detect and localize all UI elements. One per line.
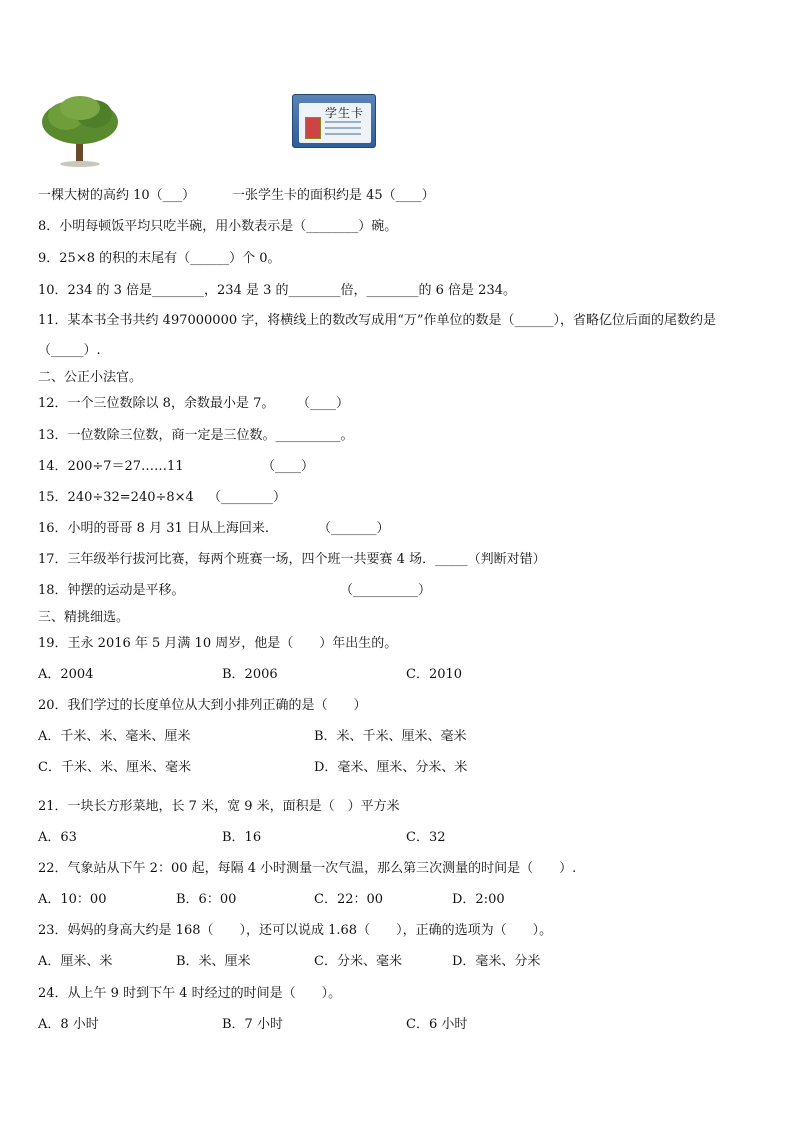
- question-16: 16．小明的哥哥 8 月 31 日从上海回来.: [38, 521, 270, 536]
- question-18: 18．钟摆的运动是平移。: [38, 583, 185, 598]
- card-face: [299, 103, 371, 143]
- card-area-question: 一张学生卡的面积约是 45（____）: [232, 188, 435, 203]
- q23-option-d: D．毫米、分米: [452, 954, 541, 969]
- student-card-picture: [292, 94, 376, 148]
- question-16-answer-blank: （_______）: [318, 521, 390, 536]
- question-15-answer-blank: （________）: [208, 490, 287, 505]
- q21-option-b: B．16: [222, 830, 262, 845]
- question-14: 14．200÷7＝27……11: [38, 459, 184, 474]
- tree-picture: [38, 94, 122, 168]
- card-text-line: [325, 127, 361, 129]
- tree-height-question: 一棵大树的高约 10（___）: [38, 188, 196, 203]
- q21-option-a: A．63: [38, 830, 77, 845]
- question-21: 21．一块长方形菜地，长 7 米，宽 9 米，面积是（ ）平方米: [38, 799, 400, 814]
- q19-option-b: B．2006: [222, 667, 278, 682]
- question-11: 11．某本书全书共约 497000000 字，将横线上的数改写成用“万”作单位的数是（______），省略亿位后面的尾数约是: [38, 313, 717, 328]
- section-3-heading: 三、精挑细选。: [38, 610, 130, 625]
- card-title: 学生卡: [325, 106, 365, 120]
- q23-option-c: C．分米、毫米: [314, 954, 402, 969]
- q20-option-d: D．毫米、厘米、分米、米: [314, 760, 468, 775]
- q23-option-b: B．米、厘米: [176, 954, 251, 969]
- q22-option-a: A．10：00: [38, 892, 107, 907]
- question-12: 12．一个三位数除以 8，余数最小是 7。: [38, 396, 275, 411]
- q20-option-b: B．米、千米、厘米、毫米: [314, 729, 467, 744]
- question-10: 10．234 的 3 倍是________，234 是 3 的________倍，________的 6 倍是 234。: [38, 283, 516, 298]
- q24-option-a: A．8 小时: [38, 1017, 99, 1032]
- q20-option-c: C．千米、米、厘米、毫米: [38, 760, 191, 775]
- q22-option-d: D．2:00: [452, 892, 505, 907]
- section-2-heading: 二、公正小法官。: [38, 370, 143, 385]
- q19-option-c: C．2010: [406, 667, 463, 682]
- question-19: 19．王永 2016 年 5 月满 10 周岁，他是（ ）年出生的。: [38, 636, 398, 651]
- question-17: 17．三年级举行拔河比赛，每两个班赛一场，四个班一共要赛 4 场．_____（判断对错）: [38, 552, 546, 567]
- card-text-line: [325, 133, 361, 135]
- q24-option-c: C．6 小时: [406, 1017, 468, 1032]
- question-18-answer-blank: （__________）: [340, 583, 432, 598]
- q21-option-c: C．32: [406, 830, 446, 845]
- question-11-continued: （_____）.: [38, 343, 101, 358]
- q19-option-a: A．2004: [38, 667, 94, 682]
- card-photo: [305, 117, 321, 139]
- q22-option-b: B．6：00: [176, 892, 237, 907]
- q24-option-b: B．7 小时: [222, 1017, 283, 1032]
- question-14-answer-blank: （____）: [262, 459, 315, 474]
- question-13: 13．一位数除三位数，商一定是三位数。__________。: [38, 428, 354, 443]
- question-24: 24．从上午 9 时到下午 4 时经过的时间是（ ）。: [38, 986, 342, 1001]
- card-text-line: [325, 121, 361, 123]
- question-8: 8．小明每顿饭平均只吃半碗，用小数表示是（________）碗。: [38, 219, 398, 234]
- q20-option-a: A．千米、米、毫米、厘米: [38, 729, 191, 744]
- question-22: 22．气象站从下午 2：00 起，每隔 4 小时测量一次气温，那么第三次测量的时间是（ ）.: [38, 861, 577, 876]
- question-15: 15．240÷32=240÷8×4: [38, 490, 194, 505]
- question-12-answer-blank: （____）: [297, 396, 350, 411]
- q23-option-a: A．厘米、米: [38, 954, 113, 969]
- question-9: 9．25×8 的积的末尾有（______）个 0。: [38, 251, 281, 266]
- question-23: 23．妈妈的身高大约是 168（ ），还可以说成 1.68（ ），正确的选项为（ ）。: [38, 923, 553, 938]
- q22-option-c: C．22：00: [314, 892, 384, 907]
- question-20: 20．我们学过的长度单位从大到小排列正确的是（ ）: [38, 698, 367, 713]
